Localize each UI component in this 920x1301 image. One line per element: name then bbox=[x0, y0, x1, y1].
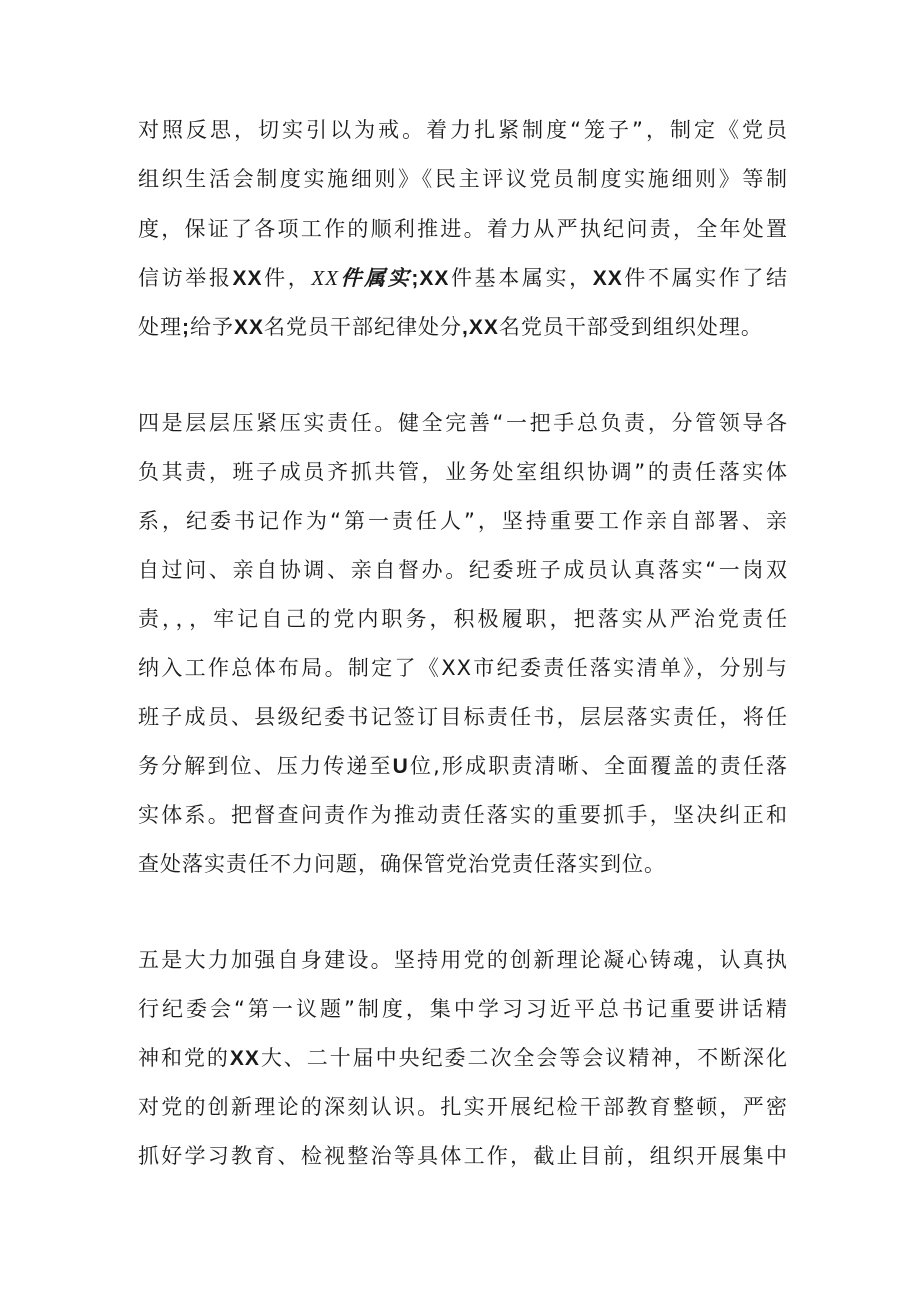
paragraph1-line3: 度，保证了各项工作的顺利推进。着力从严执纪问责，全年处置 bbox=[138, 217, 788, 241]
placeholder-count: XX bbox=[592, 267, 623, 290]
placeholder-count: XX bbox=[232, 267, 263, 290]
placeholder-count: XX bbox=[229, 1047, 260, 1070]
paragraph3-line5: 抓好学习教育、检视整治等具体工作，截止目前，组织开展集中 bbox=[138, 1144, 788, 1168]
paragraph3-line4: 对党的创新理论的深刻认识。扎实开展纪检干部教育整顿，严密 bbox=[138, 1095, 788, 1119]
text-run-bold-italic: 件属实 bbox=[338, 266, 412, 290]
paragraph3-line2: 行纪委会“第一议题”制度，集中学习习近平总书记重要讲话精 bbox=[138, 997, 788, 1021]
punctuation-bold: ; bbox=[182, 316, 190, 339]
paragraph1-line4 bbox=[138, 261, 788, 295]
paragraph2-line3: 系，纪委书记作为“第一责任人”，坚持重要工作亲自部署、亲 bbox=[138, 509, 788, 533]
text-run: 名党员干部受到组织处理。 bbox=[498, 315, 763, 339]
text-run: 位,形成职责清晰、全面覆盖的责任落 bbox=[408, 754, 789, 778]
paragraph2-line7: 班子成员、县级纪委书记签订目标责任书，层层落实责任，将任 bbox=[138, 705, 788, 729]
paragraph2-line9: 实体系。把督查问责作为推动责任落实的重要抓手，坚决纠正和 bbox=[138, 803, 788, 827]
paragraph2-line1: 四是层层压紧压实责任。健全完善“一把手总负责，分管领导各 bbox=[138, 411, 788, 435]
paragraph1-line2: 组织生活会制度实施细则》《民主评议党员制度实施细则》等制 bbox=[138, 167, 788, 191]
text-run: 件不属实作了结 bbox=[622, 266, 789, 290]
text-run: 信访举报 bbox=[138, 266, 233, 290]
text-run: 大、二十届中央纪委二次全会等会议精神，不断深化 bbox=[259, 1046, 789, 1070]
placeholder-count: ,XX bbox=[462, 316, 499, 339]
paragraph2-line5: 责，，，牢记自己的党内职务，积极履职，把落实从严治党责任 bbox=[138, 607, 788, 631]
text-run: 给予 bbox=[190, 315, 234, 339]
paragraph2-line10: 查处落实责任不力问题，确保管党治党责任落实到位。 bbox=[138, 852, 666, 876]
paragraph1-line1: 对照反思，切实引以为戒。着力扎紧制度“笼子”，制定《党员 bbox=[138, 118, 788, 142]
paragraph3-line3 bbox=[138, 1041, 788, 1075]
paragraph3-line1: 五是大力加强自身建设。坚持用党的创新理论凝心铸魂，认真执 bbox=[138, 948, 788, 972]
text-run-bold: U bbox=[392, 755, 409, 778]
placeholder-count-italic: XX bbox=[311, 266, 339, 290]
text-run: 件基本属实， bbox=[449, 266, 593, 290]
placeholder-count: XX bbox=[234, 316, 265, 339]
paragraph1-line5 bbox=[138, 310, 788, 344]
text-run: 务分解到位、压力传递至 bbox=[138, 754, 393, 778]
text-run: 神和党的 bbox=[138, 1046, 230, 1070]
text-run: 件， bbox=[262, 266, 312, 290]
text-run: 名党员干部纪律处分 bbox=[264, 315, 463, 339]
text-run: 处理 bbox=[138, 315, 182, 339]
paragraph2-line6: 纳入工作总体布局。制定了《XX市纪委责任落实清单》，分别与 bbox=[138, 656, 788, 680]
placeholder-count: ;XX bbox=[411, 267, 450, 290]
paragraph2-line4: 自过问、亲自协调、亲自督办。纪委班子成员认真落实“一岗双 bbox=[138, 558, 788, 582]
paragraph2-line2: 负其责，班子成员齐抓共管，业务处室组织协调”的责任落实体 bbox=[138, 460, 788, 484]
paragraph2-line8 bbox=[138, 749, 788, 783]
